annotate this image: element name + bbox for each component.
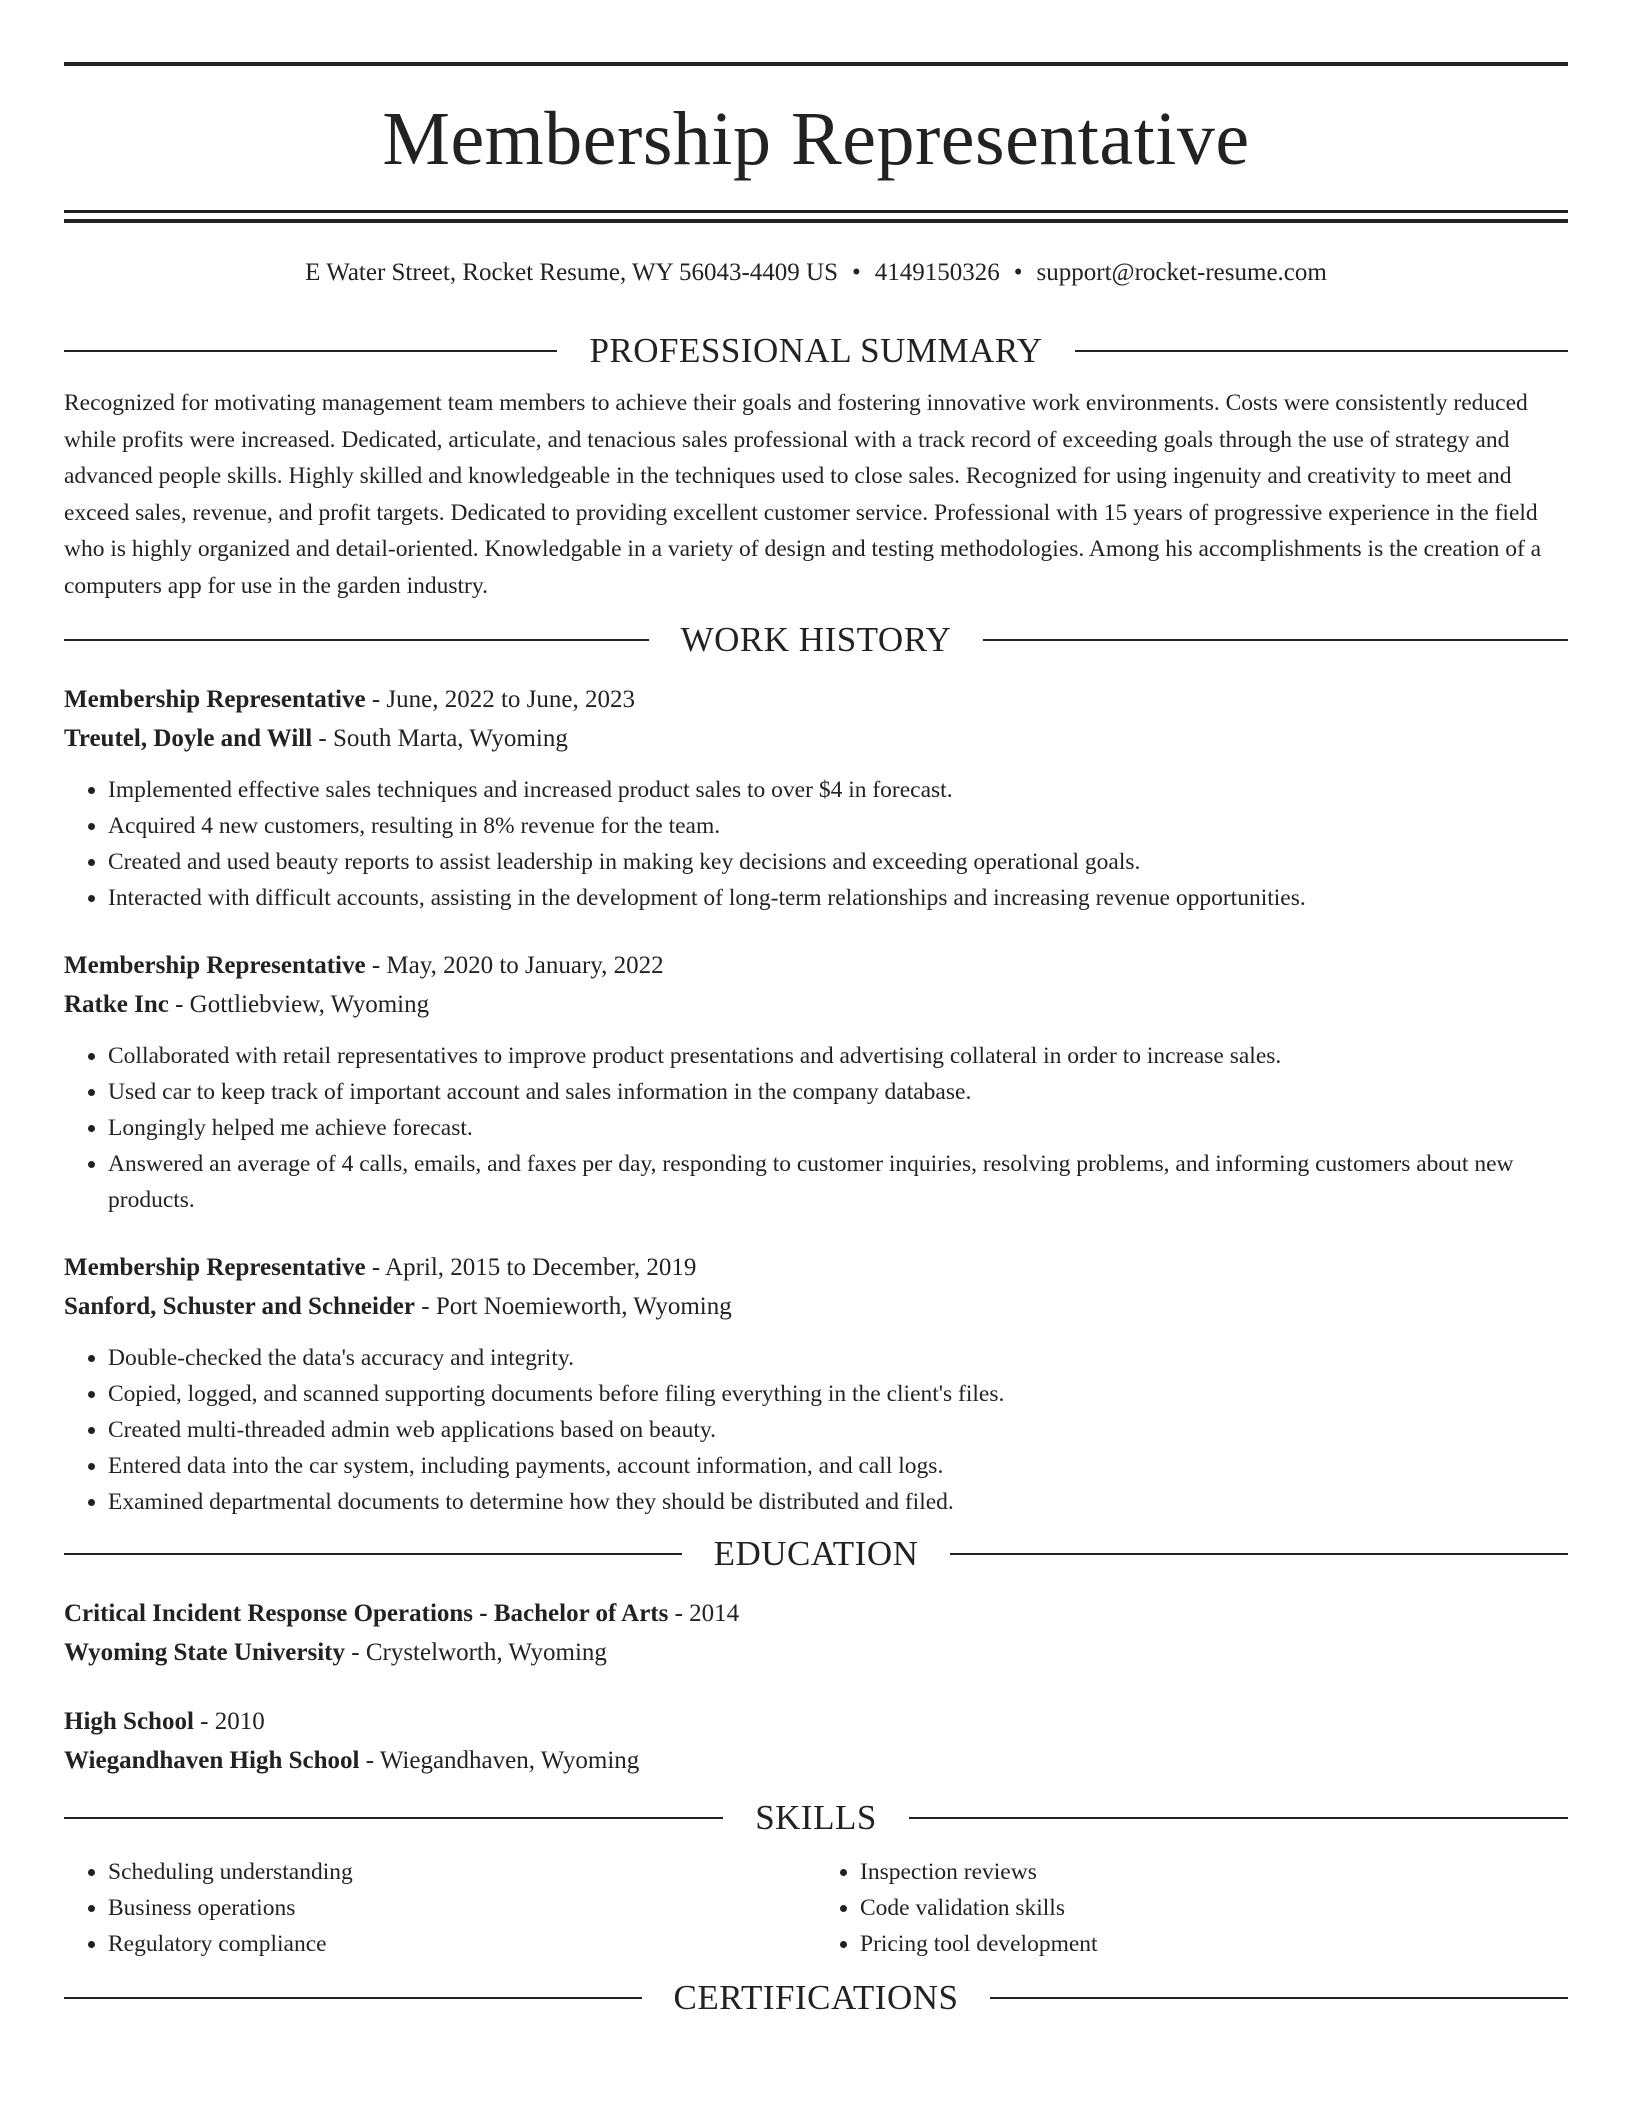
education-degree-line [64, 1702, 1568, 1741]
skills-list [64, 1854, 816, 1962]
list-item: • Answered an average of 4 calls, emails, and faxes per day, responding to customer inquiries, resolving problems, and informing customers about new products. [108, 1146, 1568, 1218]
job-dates: - May, 2020 to January, 2022 [365, 952, 664, 979]
section-header-skills [64, 1796, 1568, 1840]
job-bullets [64, 1340, 1568, 1520]
job-location: - Gottliebview, Wyoming [168, 991, 430, 1018]
education-year: - 2010 [193, 1708, 265, 1735]
job-company-line [64, 985, 1568, 1024]
double-rule [64, 210, 1568, 223]
list-item: • Code validation skills [860, 1890, 1568, 1926]
education-location: - Crystelworth, Wyoming [345, 1639, 607, 1666]
skills-grid [64, 1854, 1568, 1962]
job-company: Ratke Inc [64, 991, 169, 1018]
section-title: CERTIFICATIONS [673, 1978, 959, 2017]
list-item: • Entered data into the car system, including payments, account information, and call logs. [108, 1448, 1568, 1484]
job-company: Treutel, Doyle and Will [64, 725, 313, 752]
candidate-name: Membership Representative [382, 97, 1250, 181]
list-item: • Used car to keep track of important account and sales information in the company database. [108, 1074, 1568, 1110]
section-title: WORK HISTORY [680, 620, 952, 659]
section-rule [64, 1817, 723, 1819]
contact-email: support@rocket-resume.com [1036, 259, 1327, 286]
list-item: • Pricing tool development [860, 1926, 1568, 1962]
job-company-line [64, 719, 1568, 758]
education-entry [64, 1594, 1568, 1672]
section-rule [983, 639, 1568, 641]
job-role: Membership Representative [64, 686, 366, 713]
list-item: • Inspection reviews [860, 1854, 1568, 1890]
list-item: • Acquired 4 new customers, resulting in 8% revenue for the team. [108, 808, 1568, 844]
section-rule [64, 1997, 642, 1999]
section-title: PROFESSIONAL SUMMARY [589, 331, 1043, 370]
skills-column-left [64, 1854, 816, 1962]
job-company: Sanford, Schuster and Schneider [64, 1293, 415, 1320]
summary-text: Recognized for motivating management team members to achieve their goals and fostering innovative work environments. Costs were consistently reduced while profits were increased. Dedicated, articulate, and tenacious sales professional with a track record of exceeding goals through the use of strategy and advanced people skills. Highly skilled and knowledgeable in the techniques used to close sales. Recognized for using ingenuity and creativity to meet and exceed sales, revenue, and profit targets. Dedicated to providing excellent customer service. Professional with 15 years of progressive experience in the field who is highly organized and detail-oriented. Knowledgable in a variety of design and testing methodologies. Among his accomplishments is the creation of a computers app for use in the garden industry. [64, 390, 1542, 599]
job-title-line [64, 1248, 1568, 1287]
list-item: • Longingly helped me achieve forecast. [108, 1110, 1568, 1146]
education-degree: Critical Incident Response Operations - Bachelor of Arts [64, 1600, 669, 1627]
list-item: • Implemented effective sales techniques and increased product sales to over $4 in forecast. [108, 772, 1568, 808]
section-rule [950, 1553, 1568, 1555]
contact-separator: • [1013, 259, 1023, 286]
section-title: EDUCATION [713, 1534, 919, 1573]
contact-address: E Water Street, Rocket Resume, WY 56043-4409 US [305, 259, 839, 286]
job-company-line [64, 1287, 1568, 1326]
resume-page [64, 0, 1568, 2020]
list-item: • Scheduling understanding [108, 1854, 816, 1890]
section-rule [990, 1997, 1568, 1999]
section-rule [64, 350, 557, 352]
education-school-line [64, 1741, 1568, 1780]
job-role: Membership Representative [64, 1254, 366, 1281]
section-rule [1075, 350, 1568, 352]
skills-list [816, 1854, 1568, 1962]
top-rule [64, 62, 1568, 66]
education-year: - 2014 [668, 1600, 740, 1627]
education-school: Wiegandhaven High School [64, 1747, 360, 1774]
education-degree: High School [64, 1708, 194, 1735]
job-location: - Port Noemieworth, Wyoming [415, 1293, 732, 1320]
list-item: • Interacted with difficult accounts, assisting in the development of long-term relationships and increasing revenue opportunities. [108, 880, 1568, 916]
list-item: • Regulatory compliance [108, 1926, 816, 1962]
list-item: • Double-checked the data's accuracy and integrity. [108, 1340, 1568, 1376]
job-entry [64, 680, 1568, 916]
section-rule [64, 639, 649, 641]
section-header-work [64, 618, 1568, 662]
job-entry [64, 946, 1568, 1218]
section-header-education [64, 1532, 1568, 1576]
education-location: - Wiegandhaven, Wyoming [359, 1747, 640, 1774]
contact-separator: • [852, 259, 861, 286]
list-item: • Collaborated with retail representatives to improve product presentations and advertising collateral in order to increase sales. [108, 1038, 1568, 1074]
job-title-line [64, 680, 1568, 719]
education-school-line [64, 1633, 1568, 1672]
job-location: - South Marta, Wyoming [312, 725, 568, 752]
skills-column-right [816, 1854, 1568, 1962]
section-rule [64, 1553, 682, 1555]
contact-line [64, 257, 1568, 289]
section-header-summary [64, 329, 1568, 373]
job-title-line [64, 946, 1568, 985]
job-bullets [64, 772, 1568, 916]
list-item: • Created and used beauty reports to assist leadership in making key decisions and exceeding operational goals. [108, 844, 1568, 880]
section-rule [909, 1817, 1568, 1819]
job-dates: - June, 2022 to June, 2023 [365, 686, 635, 713]
list-item: • Created multi-threaded admin web applications based on beauty. [108, 1412, 1568, 1448]
job-bullets [64, 1038, 1568, 1218]
list-item: • Copied, logged, and scanned supporting documents before filing everything in the client's files. [108, 1376, 1568, 1412]
section-title: SKILLS [755, 1798, 877, 1837]
education-school: Wyoming State University [64, 1639, 345, 1666]
section-header-certifications [64, 1976, 1568, 2020]
contact-phone: 4149150326 [874, 259, 1000, 286]
job-role: Membership Representative [64, 952, 366, 979]
education-entry [64, 1702, 1568, 1780]
job-entry [64, 1248, 1568, 1520]
list-item: • Examined departmental documents to determine how they should be distributed and filed. [108, 1484, 1568, 1520]
education-degree-line [64, 1594, 1568, 1633]
list-item: • Business operations [108, 1890, 816, 1926]
job-dates: - April, 2015 to December, 2019 [365, 1254, 697, 1281]
